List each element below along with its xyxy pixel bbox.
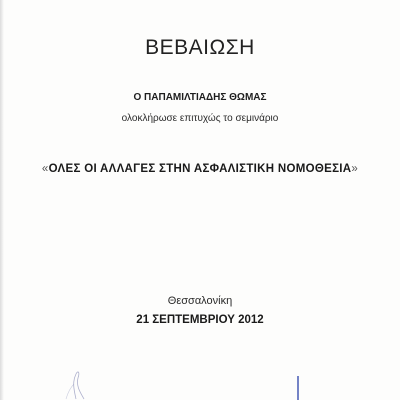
seminar-title-line — [0, 163, 400, 175]
open-quote: « — [41, 163, 49, 175]
signature-right — [288, 374, 308, 400]
close-quote: » — [351, 163, 359, 175]
completion-statement: ολοκλήρωσε επιτυχώς το σεμινάριο — [121, 113, 279, 124]
certificate-title: ΒΕΒΑΙΩΣΗ — [145, 36, 255, 59]
issue-city: Θεσσαλονίκη — [167, 295, 233, 307]
recipient-name: Ο ΠΑΠΑΜΙΛΤΙΑΔΗΣ ΘΩΜΑΣ — [133, 92, 267, 103]
seminar-title: ΟΛΕΣ ΟΙ ΑΛΛΑΓΕΣ ΣΤΗΝ ΑΣΦΑΛΙΣΤΙΚΗ ΝΟΜΟΘΕΣΙΑ — [48, 163, 352, 175]
issue-date: 21 ΣΕΠΤΕΜΒΡΙΟΥ 2012 — [136, 314, 264, 326]
signature-left — [58, 362, 118, 400]
scan-edge — [0, 0, 4, 400]
